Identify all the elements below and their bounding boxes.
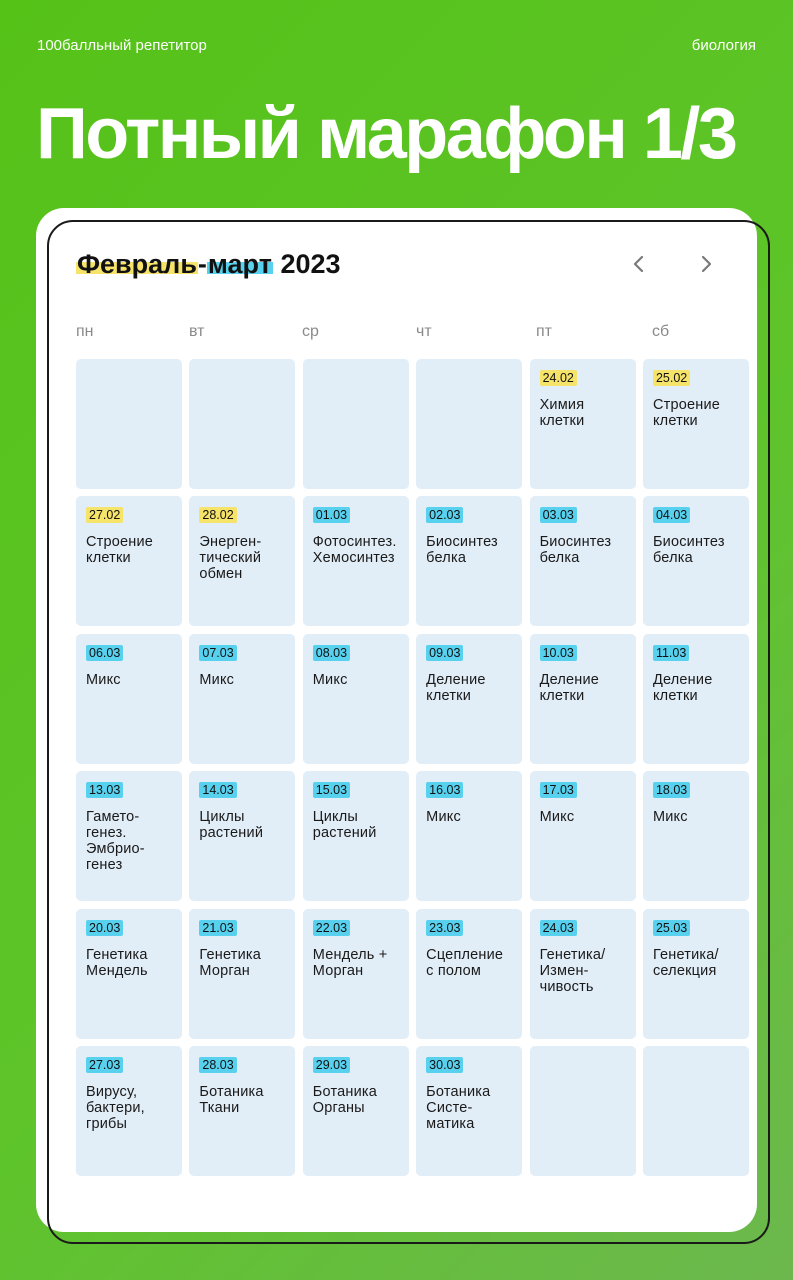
weekday-wed: ср [302, 323, 319, 340]
lesson-topic: Генетика/ селекция [652, 946, 719, 979]
lesson-topic: Сцепление с полом [426, 946, 504, 979]
month-february-label: Февраль [77, 249, 197, 279]
lesson-topic: Ботаника Органы [312, 1083, 378, 1116]
weekday-fri: пт [536, 323, 552, 340]
lesson-topic: Микс [199, 671, 235, 688]
weekday-mon: пн [76, 323, 94, 340]
weekday-sat: сб [652, 323, 670, 340]
page-title: Потный марафон 1/3 [36, 94, 736, 174]
lesson-topic: Ботаника Систе- матика [426, 1083, 491, 1132]
lesson-topic: Биосинтез белка [539, 534, 612, 567]
lesson-topic: Строение клетки [652, 397, 721, 429]
calendar-day-cell[interactable] [76, 496, 182, 626]
calendar-day-cell[interactable] [303, 909, 409, 1039]
prev-month-button[interactable] [625, 250, 653, 278]
weekday-tue: вт [189, 323, 205, 340]
lesson-topic: Деление клетки [539, 671, 600, 704]
calendar-day-cell[interactable] [189, 1046, 295, 1176]
calendar-day-cell[interactable] [530, 634, 636, 764]
lesson-topic: Микс [86, 671, 121, 688]
date-badge: 23.03 [426, 920, 463, 936]
date-badge: 21.03 [199, 920, 236, 936]
calendar-empty-cell [76, 359, 182, 489]
date-badge: 08.03 [313, 645, 350, 661]
date-badge: 25.03 [653, 920, 690, 936]
calendar-day-cell[interactable] [189, 496, 295, 626]
date-badge: 28.02 [199, 507, 236, 523]
calendar-day-cell[interactable] [76, 771, 182, 901]
calendar-day-cell[interactable] [189, 909, 295, 1039]
date-badge: 14.03 [199, 782, 236, 798]
calendar-day-cell[interactable] [76, 1046, 182, 1176]
lesson-topic: Мендель + Морган [312, 946, 388, 979]
weekday-thu: чт [416, 323, 432, 340]
calendar-empty-cell [530, 1046, 636, 1176]
calendar-day-cell[interactable] [303, 496, 409, 626]
date-badge: 18.03 [653, 782, 690, 798]
date-badge: 15.03 [313, 782, 350, 798]
subject-label: биология [691, 37, 756, 54]
lesson-topic: Микс [312, 671, 348, 688]
lesson-topic: Гамето- генез. Эмбрио- генез [86, 809, 145, 874]
calendar-day-cell[interactable] [303, 1046, 409, 1176]
calendar-day-cell[interactable] [643, 771, 749, 901]
date-badge: 11.03 [653, 645, 689, 661]
lesson-topic: Микс [539, 809, 575, 826]
calendar-day-cell[interactable] [416, 771, 522, 901]
date-badge: 25.02 [653, 370, 690, 386]
calendar-day-cell[interactable] [643, 359, 749, 489]
calendar-empty-cell [303, 359, 409, 489]
calendar-day-cell[interactable] [416, 634, 522, 764]
calendar-month-title [76, 246, 341, 282]
date-badge: 27.02 [86, 507, 123, 523]
date-badge: 24.02 [540, 370, 577, 386]
lesson-topic: Деление клетки [652, 671, 713, 704]
calendar-day-cell[interactable] [189, 771, 295, 901]
lesson-topic: Строение клетки [86, 534, 154, 567]
date-badge: 20.03 [86, 920, 123, 936]
lesson-topic: Фотосинтез. Хемосинтез [312, 534, 397, 567]
calendar-day-cell[interactable] [416, 909, 522, 1039]
lesson-topic: Циклы растений [312, 809, 377, 842]
lesson-topic: Биосинтез белка [426, 534, 498, 567]
calendar-empty-cell [416, 359, 522, 489]
year-label: 2023 [280, 249, 341, 279]
date-badge: 06.03 [86, 645, 123, 661]
calendar-day-cell[interactable] [76, 909, 182, 1039]
lesson-topic: Генетика Мендель [86, 946, 148, 979]
lesson-topic: Деление клетки [426, 671, 486, 704]
calendar-day-cell[interactable] [643, 634, 749, 764]
lesson-topic: Микс [652, 809, 688, 826]
next-month-button[interactable] [692, 250, 720, 278]
lesson-topic: Циклы растений [199, 809, 264, 842]
calendar-day-cell[interactable] [530, 496, 636, 626]
calendar-day-cell[interactable] [416, 496, 522, 626]
calendar-empty-cell [189, 359, 295, 489]
chevron-right-icon [699, 255, 713, 273]
calendar-day-cell[interactable] [643, 496, 749, 626]
calendar-empty-cell [643, 1046, 749, 1176]
lesson-topic: Энерген- тический обмен [199, 534, 262, 583]
date-badge: 29.03 [313, 1057, 350, 1073]
lesson-topic: Химия клетки [539, 397, 585, 429]
calendar-grid [76, 359, 749, 1176]
date-badge: 24.03 [540, 920, 577, 936]
chevron-left-icon [632, 255, 646, 273]
lesson-topic: Микс [426, 809, 461, 826]
date-badge: 07.03 [199, 645, 236, 661]
date-badge: 27.03 [86, 1057, 123, 1073]
calendar-day-cell[interactable] [189, 634, 295, 764]
date-badge: 22.03 [313, 920, 350, 936]
date-badge: 17.03 [540, 782, 577, 798]
date-badge: 01.03 [313, 507, 350, 523]
calendar-day-cell[interactable] [416, 1046, 522, 1176]
date-badge: 10.03 [540, 645, 577, 661]
lesson-topic: Ботаника Ткани [199, 1083, 264, 1116]
brand-label: 100балльный репетитор [37, 37, 207, 54]
date-badge: 04.03 [653, 507, 690, 523]
date-badge: 28.03 [199, 1057, 236, 1073]
lesson-topic: Генетика/ Измен- чивость [539, 946, 606, 995]
date-badge: 13.03 [86, 782, 123, 798]
month-march-label: март [207, 249, 272, 279]
lesson-topic: Биосинтез белка [652, 534, 725, 567]
date-badge: 02.03 [426, 507, 463, 523]
calendar-day-cell[interactable] [530, 771, 636, 901]
calendar-day-cell[interactable] [303, 771, 409, 901]
date-badge: 30.03 [426, 1057, 463, 1073]
calendar-day-cell[interactable] [303, 634, 409, 764]
calendar-day-cell[interactable] [643, 909, 749, 1039]
month-separator: - [197, 249, 207, 279]
date-badge: 03.03 [540, 507, 577, 523]
calendar-day-cell[interactable] [530, 909, 636, 1039]
calendar-day-cell[interactable] [76, 634, 182, 764]
date-badge: 09.03 [426, 645, 463, 661]
lesson-topic: Вирусу, бактери, грибы [86, 1083, 145, 1132]
date-badge: 16.03 [426, 782, 463, 798]
calendar-day-cell[interactable] [530, 359, 636, 489]
lesson-topic: Генетика Морган [199, 946, 261, 979]
